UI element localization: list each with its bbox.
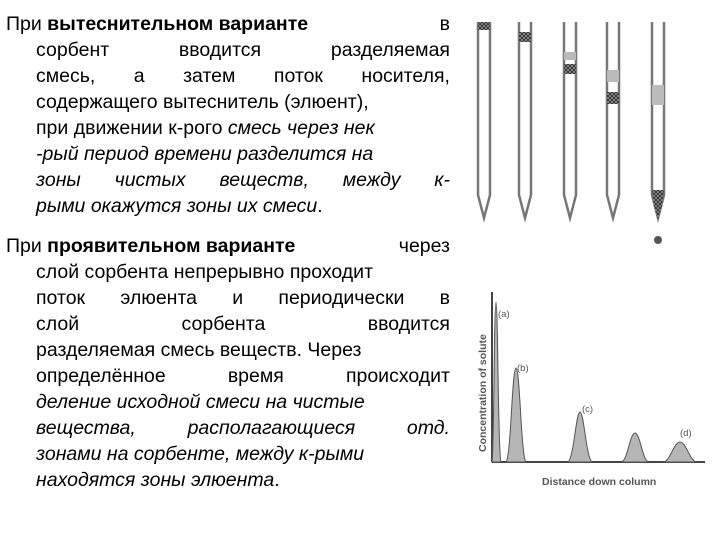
mixture-band xyxy=(607,92,619,104)
peak-unlabeled xyxy=(622,433,648,462)
text-line xyxy=(6,415,450,441)
text-run: элюента xyxy=(120,287,198,309)
column-tube-5 xyxy=(652,22,664,244)
text-run-italic: веществ, xyxy=(219,169,309,191)
text-line xyxy=(6,389,450,415)
text-line xyxy=(6,37,450,63)
text-run: через xyxy=(398,235,450,257)
chromatogram-figure xyxy=(470,272,715,497)
text-run: разделяемая смесь веществ. Через xyxy=(36,339,362,361)
text-line xyxy=(6,89,450,115)
text-run: . xyxy=(274,469,280,491)
text-run: в xyxy=(439,287,450,309)
text-run: сорбент xyxy=(36,39,110,61)
mixture-band xyxy=(478,22,490,30)
text-run-italic: смесь через нек xyxy=(227,117,375,139)
text-line xyxy=(6,11,450,37)
text-run-italic: отд. xyxy=(406,417,450,439)
mixture-band xyxy=(564,64,576,74)
text-run: разделяемая xyxy=(330,39,450,61)
text-run-italic: зонами на сорбенте, между к-рыми xyxy=(36,443,365,465)
text-run-italic: между xyxy=(342,169,401,191)
text-run: а xyxy=(133,65,145,87)
text-line xyxy=(6,259,450,285)
text-line xyxy=(6,233,450,259)
peak-label-c: (c) xyxy=(582,404,594,415)
text-run-italic: зоны xyxy=(36,169,81,191)
text-run: происходит xyxy=(345,365,450,387)
text-line xyxy=(6,337,450,363)
text-run: время xyxy=(227,365,284,387)
text-run-italic: -рый период времени разделится на xyxy=(36,143,374,165)
text-run: смесь, xyxy=(36,65,96,87)
text-run: и xyxy=(232,287,244,309)
peak-b xyxy=(506,368,526,462)
eluted-drop xyxy=(654,236,662,244)
column-tube-4 xyxy=(607,22,619,218)
x-axis-label: Distance down column xyxy=(542,476,657,488)
mixture-band xyxy=(519,32,531,42)
paragraph-elution xyxy=(6,233,450,493)
text-run-italic: рыми окажутся зоны их смеси xyxy=(36,195,318,217)
text-run: вводится xyxy=(178,39,262,61)
text-run: в xyxy=(439,13,450,35)
text-run: При xyxy=(6,235,48,257)
text-line xyxy=(6,441,450,467)
text-run-italic: чистых xyxy=(114,169,186,191)
peak-d xyxy=(664,442,696,462)
text-line xyxy=(6,115,450,141)
term-elution-variant: проявительном варианте xyxy=(47,235,296,257)
text-run: слой xyxy=(36,313,80,335)
text-line xyxy=(6,167,450,193)
pure-zone-band xyxy=(607,70,619,82)
text-line xyxy=(6,363,450,389)
paragraph-displacement xyxy=(6,11,450,219)
pure-zone-band xyxy=(652,85,664,105)
text-line xyxy=(6,285,450,311)
text-run: при движении к-рого xyxy=(36,117,228,139)
text-run: поток xyxy=(273,65,323,87)
text-run: носителя, xyxy=(361,65,450,87)
pure-zone-band xyxy=(564,52,576,60)
text-run-italic: к- xyxy=(434,169,450,191)
text-run-italic: располагающиеся xyxy=(187,417,356,439)
text-run: сорбента xyxy=(181,313,266,335)
text-run: определённое xyxy=(36,365,166,387)
text-run: При xyxy=(6,13,48,35)
term-displacement-variant: вытеснительном варианте xyxy=(47,13,309,35)
text-line xyxy=(6,193,450,219)
text-line xyxy=(6,467,450,493)
text-run-italic: деление исходной смеси на чистые xyxy=(36,391,365,413)
column-tube-3 xyxy=(564,22,576,218)
chromatography-columns-figure xyxy=(466,10,716,250)
peak-label-a: (a) xyxy=(498,309,510,320)
peak-label-b: (b) xyxy=(517,363,529,374)
text-run: содержащего вытеснитель (элюент), xyxy=(36,91,369,113)
text-run: периодически xyxy=(278,287,405,309)
text-run: поток xyxy=(36,287,86,309)
text-run: слой сорбента непрерывно проходит xyxy=(36,261,373,283)
text-line xyxy=(6,311,450,337)
text-run-italic: находятся зоны элюента xyxy=(36,469,275,491)
column-tube-1 xyxy=(478,22,490,218)
peak-c xyxy=(568,412,592,462)
text-run: . xyxy=(317,195,323,217)
text-line xyxy=(6,63,450,89)
column-tube-2 xyxy=(519,22,531,218)
peak-label-d: (d) xyxy=(680,428,692,439)
text-run: вводится xyxy=(367,313,450,335)
text-line xyxy=(6,141,450,167)
peak-a xyxy=(492,302,501,462)
text-run: затем xyxy=(183,65,236,87)
y-axis-label: Concentration of solute xyxy=(477,334,489,452)
text-run-italic: вещества, xyxy=(36,417,136,439)
